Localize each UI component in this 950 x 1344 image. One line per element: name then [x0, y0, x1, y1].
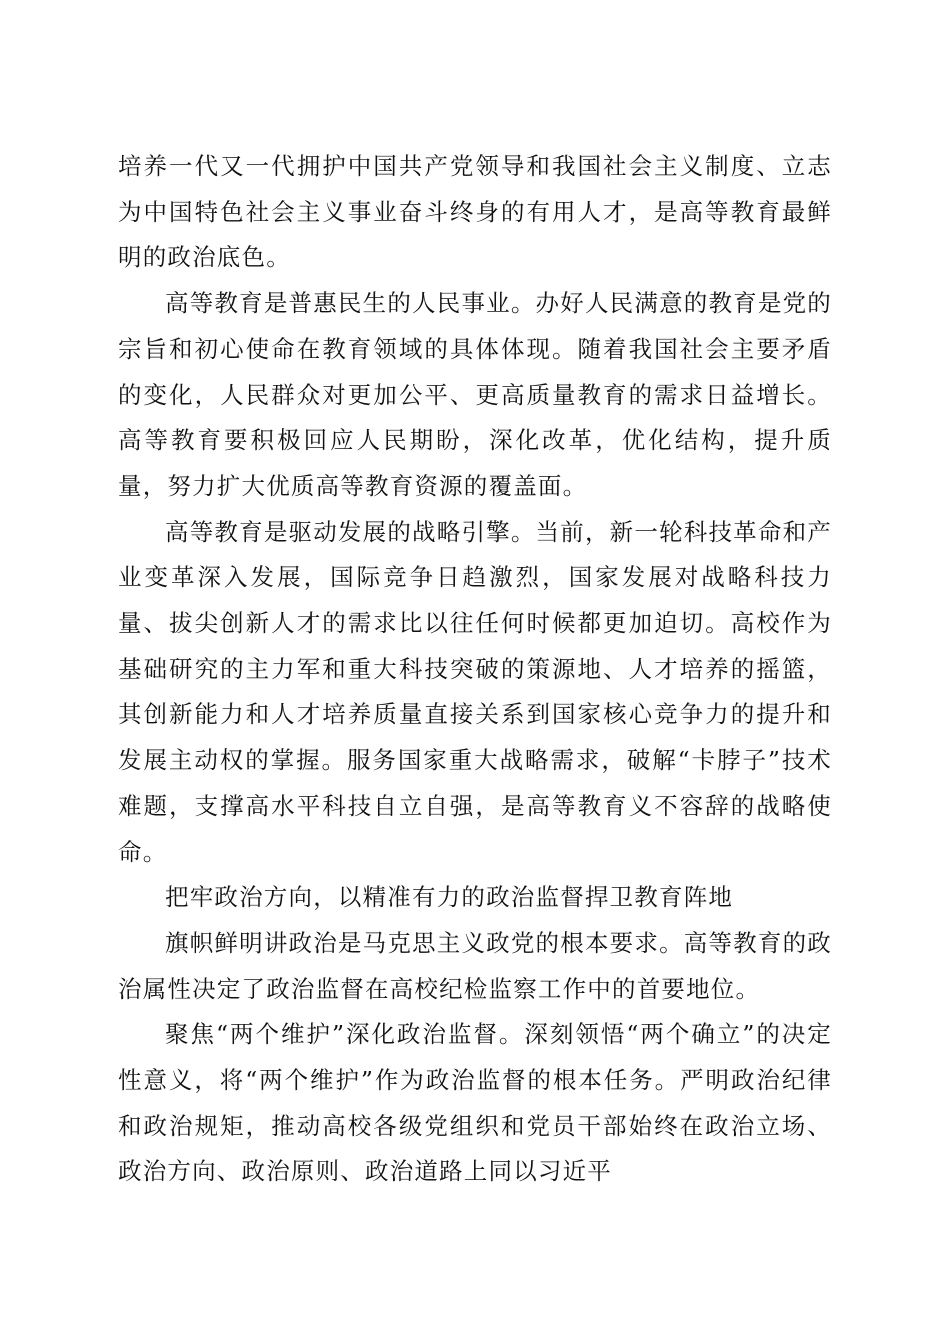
- section-heading: 把牢政治方向，以精准有力的政治监督捍卫教育阵地: [165, 883, 734, 912]
- paragraph-political-requirement: 旗帜鲜明讲政治是马克思主义政党的根本要求。高等教育的政治属性决定了政治监督在高校纪检监察工作中的首要地位。: [118, 928, 832, 1003]
- paragraph-two-safeguards: 聚焦“两个维护”深化政治监督。深刻领悟“两个确立”的决定性意义，将“两个维护”作为政治监督的根本任务。严明政治纪律和政治规矩，推动高校各级党组织和党员干部始终在政治立场、政治方向、政治原则、政治道路上同以习近平: [118, 1020, 832, 1186]
- document-body: [118, 144, 832, 1195]
- paragraph-talent-cultivation: 培养一代又一代拥护中国共产党领导和我国社会主义制度、立志为中国特色社会主义事业奋斗终身的有用人才，是高等教育最鲜明的政治底色。: [118, 152, 832, 272]
- paragraph-people-cause: 高等教育是普惠民生的人民事业。办好人民满意的教育是党的宗旨和初心使命在教育领域的具体体现。随着我国社会主要矛盾的变化，人民群众对更加公平、更高质量教育的需求日益增长。高等教育要积极回应人民期盼，深化改革，优化结构，提升质量，努力扩大优质高等教育资源的覆盖面。: [118, 289, 832, 500]
- paragraph-strategic-engine: 高等教育是驱动发展的战略引擎。当前，新一轮科技革命和产业变革深入发展，国际竞争日趋激烈，国家发展对战略科技力量、拔尖创新人才的需求比以往任何时候都更加迫切。高校作为基础研究的主力军和重大科技突破的策源地、人才培养的摇篮，其创新能力和人才培养质量直接关系到国家核心竞争力的提升和发展主动权的掌握。服务国家重大战略需求，破解“卡脖子”技术难题，支撑高水平科技自立自强，是高等教育义不容辞的战略使命。: [118, 517, 832, 866]
